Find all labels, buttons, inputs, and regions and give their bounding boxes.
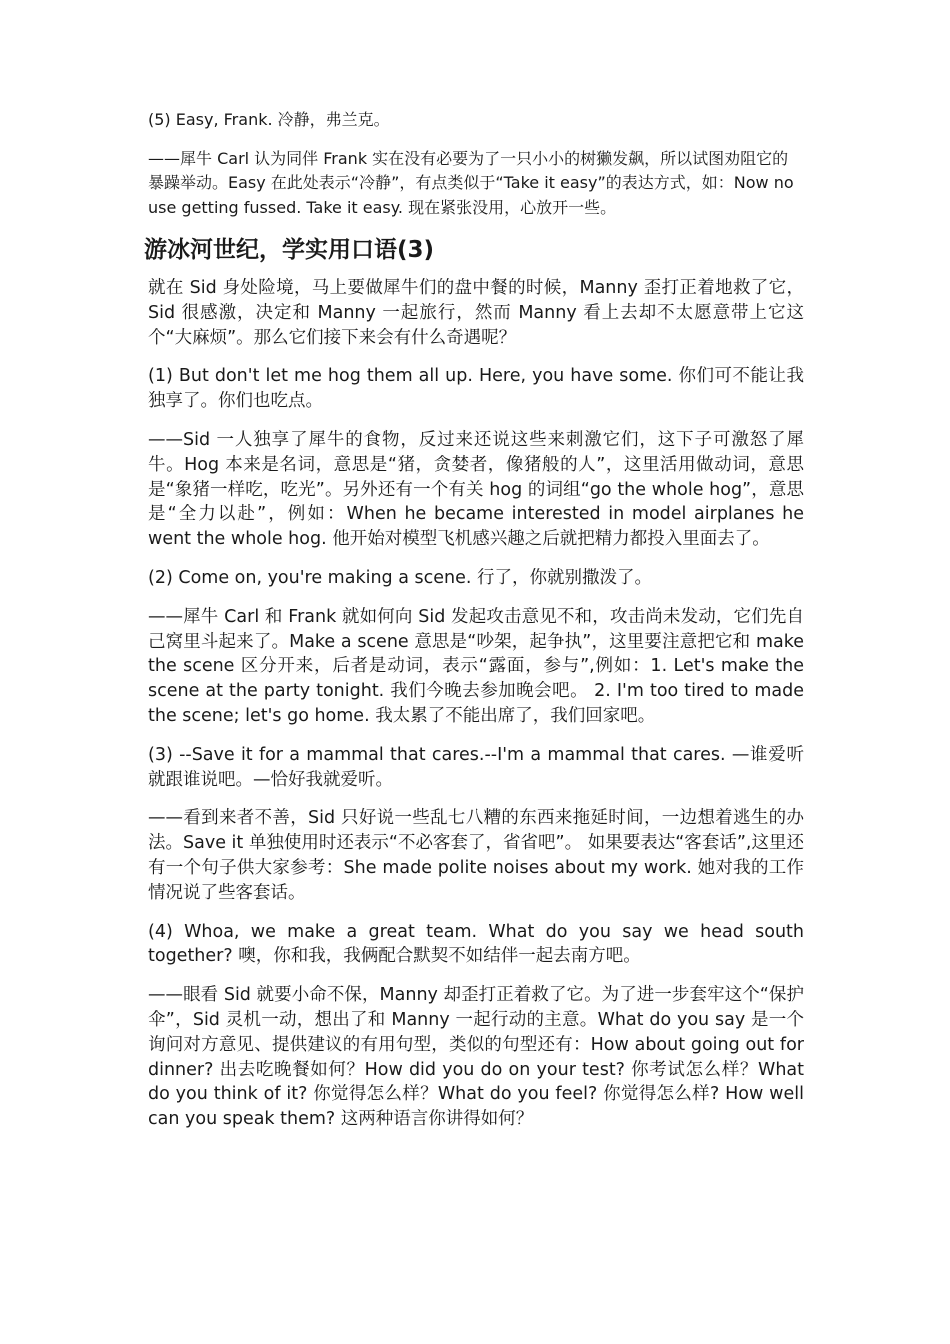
section-title: 游冰河世纪，学实用口语(3) xyxy=(144,237,435,263)
explanation-5: ——犀牛 Carl 认为同伴 Frank 实在没有必要为了一只小小的树獭发飙，所以试图劝阻它的暴躁举动。Easy 在此处表示“冷静”，有点类似于“Take it easy”的表达方式，如：Now no use getting fussed. Take it easy. 现在紧张没用，心放开一些。 xyxy=(148,148,794,217)
explanation-3: ——看到来者不善，Sid 只好说一些乱七八糟的东西来拖延时间，一边想着逃生的办法。Save it 单独使用时还表示“不必客套了，省省吧”。 如果要表达“客套话”,这里还有一个句子供大家参考：She made polite noises about my work. 她对我的工作情况说了些客套话。 xyxy=(148,808,804,903)
quote-1: (1) But don't let me hog them all up. Here, you have some. 你们可不能让我独享了。你们也吃点。 xyxy=(148,366,804,412)
explanation-1: ——Sid 一人独享了犀牛的食物，反过来还说这些来刺激它们，这下子可激怒了犀牛。Hog 本来是名词，意思是“猪，贪婪者，像猪般的人”，这里活用做动词，意思是“象猪一样吃，吃光”。另外还有一个有关 hog 的词组“go the whole hog”，意思是“全力以赴”，例如：When he became interested in model airplanes he went the whole hog. 他开始对模型飞机感兴趣之后就把精力都投入里面去了。 xyxy=(148,429,804,550)
explanation-4: ——眼看 Sid 就要小命不保，Manny 却歪打正着救了它。为了进一步套牢这个“保护伞”，Sid 灵机一动，想出了和 Manny 一起行动的主意。What do you say 是一个询问对方意见、提供建议的有用句型，类似的句型还有：How about going out for dinner? 出去吃晚餐如何？How did you do on your test? 你考试怎么样？What do you think of it? 你觉得怎么样？What do you feel? 你觉得怎么样? How well can you speak them? 这两种语言你讲得如何？ xyxy=(148,985,804,1130)
quote-3: (3) --Save it for a mammal that cares.--I'm a mammal that cares. —谁爱听就跟谁说吧。—恰好我就爱听。 xyxy=(148,744,804,790)
explanation-2: ——犀牛 Carl 和 Frank 就如何向 Sid 发起攻击意见不和，攻击尚未发动，它们先自己窝里斗起来了。Make a scene 意思是“吵架，起争执”，这里要注意把它和 make the scene 区分开来，后者是动词，表示“露面，参与”,例如：1. Let's make the scene at the party tonight. 我们今晚去参加晚会吧。 2. I'm too tired to made the scene; let's go home. 我太累了不能出席了，我们回家吧。 xyxy=(148,606,804,726)
quote-5: (5) Easy, Frank. 冷静，弗兰克。 xyxy=(148,110,390,129)
quote-4: (4) Whoa, we make a great team. What do you say we head south together? 噢，你和我，我俩配合默契不如结伴一起去南方吧。 xyxy=(148,921,804,967)
quote-2: (2) Come on, you're making a scene. 行了，你就别撒泼了。 xyxy=(148,567,652,588)
lead-paragraph: 就在 Sid 身处险境，马上要做犀牛们的盘中餐的时候，Manny 歪打正着地救了它，Sid 很感激，决定和 Manny 一起旅行，然而 Manny 看上去却不太愿意带上它这个“大麻烦”。那么它们接下来会有什么奇遇呢？ xyxy=(148,278,804,348)
document-page xyxy=(144,108,804,1146)
